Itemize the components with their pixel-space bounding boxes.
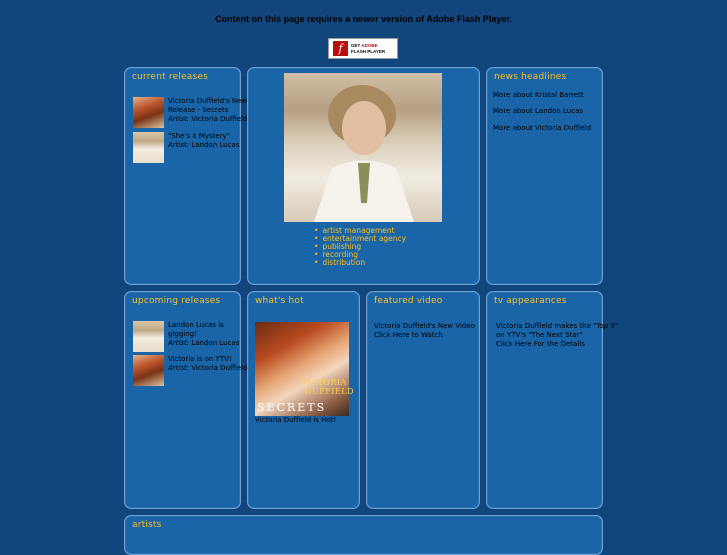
featured-artist-photo [284, 73, 442, 222]
victoria-duffield-thumbnail[interactable] [133, 355, 164, 386]
tv-appearance-link[interactable] [496, 322, 626, 349]
release-item[interactable] [168, 97, 248, 124]
panel-title: what's hot [255, 296, 304, 306]
panel-title: tv appearances [494, 296, 567, 306]
upcoming-item[interactable] [168, 355, 248, 373]
release-artist: Landon Lucas [191, 141, 240, 149]
artist-label: Artist: [168, 364, 190, 372]
flash-badge-brand: ADOBE [361, 42, 378, 48]
menu-item-publishing[interactable]: • publishing [314, 243, 406, 251]
news-link[interactable]: More about Kristal Barrett [493, 91, 584, 99]
secrets-album-cover[interactable] [255, 322, 354, 416]
upcoming-title[interactable]: Landon Lucas is gigging! [168, 321, 224, 338]
news-link[interactable]: More about Landon Lucas [493, 107, 584, 115]
news-link[interactable]: More about Victoria Duffield [493, 124, 592, 132]
panel-title: featured video [374, 296, 443, 306]
menu-item-recording[interactable]: • recording [314, 251, 406, 259]
panel-title: upcoming releases [132, 296, 221, 306]
album-title: SECRETS [257, 401, 327, 414]
featured-video-line2[interactable]: Click Here to Watch [374, 331, 443, 339]
flash-badge-get: GET [351, 42, 361, 48]
release-title[interactable]: Victoria Duffield's New Release - Secrets [168, 97, 248, 114]
release-item[interactable] [168, 132, 248, 150]
menu-item-entertainment-agency[interactable]: • entertainment agency [314, 235, 406, 243]
landon-lucas-thumbnail[interactable] [133, 321, 164, 352]
tv-line3[interactable]: Click Here For the Details [496, 340, 585, 348]
artist-portrait-image [284, 73, 442, 222]
panel-title: artists [132, 520, 162, 530]
album-artist-line2: DUFFIELD [305, 387, 354, 396]
tv-line1[interactable]: Victoria Duffield makes the "Top 5" [496, 322, 619, 330]
upcoming-item[interactable] [168, 321, 248, 348]
album-artist-line1: VICTORIA [301, 378, 347, 387]
upcoming-artist: Victoria Duffield [191, 364, 248, 372]
artists-panel [124, 515, 603, 555]
services-menu [314, 227, 406, 267]
artist-label: Artist: [168, 141, 190, 149]
artist-label: Artist: [168, 339, 190, 347]
flash-badge-product: FLASH PLAYER [351, 48, 386, 54]
release-artist: Victoria Duffield [191, 115, 248, 123]
get-flash-player-button[interactable] [328, 38, 398, 59]
victoria-duffield-thumbnail[interactable] [133, 97, 164, 128]
panel-title: current releases [132, 72, 209, 82]
upcoming-artist: Landon Lucas [191, 339, 240, 347]
flash-badge-text [351, 43, 385, 55]
release-title[interactable]: "She's a Mystery" [168, 132, 230, 140]
tv-line2[interactable]: on YTV's "The Next Star" [496, 331, 583, 339]
panel-title: news headlines [494, 72, 567, 82]
artist-label: Artist: [168, 115, 190, 123]
menu-item-distribution[interactable]: • distribution [314, 259, 406, 267]
upcoming-title[interactable]: Victoria is on YTV! [168, 355, 232, 363]
flash-notice-text: Content on this page requires a newer version of Adobe Flash Player. [215, 14, 512, 24]
landon-lucas-thumbnail[interactable] [133, 132, 164, 163]
menu-item-artist-management[interactable]: • artist management [314, 227, 406, 235]
flash-logo-icon: f [333, 41, 348, 56]
featured-video-line1[interactable]: Victoria Duffield's New Video [374, 322, 475, 330]
featured-video-link[interactable] [374, 322, 484, 340]
whats-hot-caption[interactable]: Victoria Duffield is Hot! [255, 416, 337, 424]
